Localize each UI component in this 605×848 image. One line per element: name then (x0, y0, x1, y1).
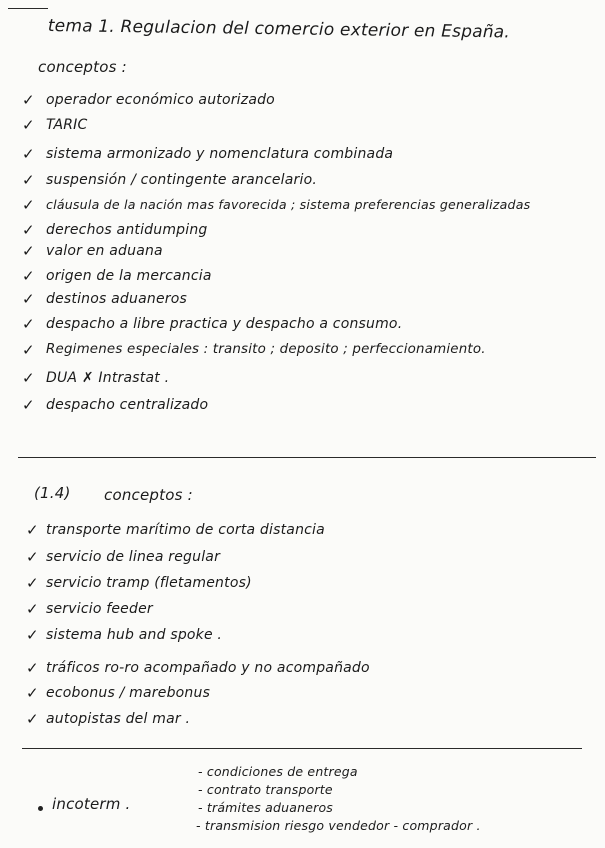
section1-heading: conceptos : (38, 58, 127, 76)
checkmark-icon: ✓ (26, 600, 39, 618)
section1-item: sistema armonizado y nomenclatura combinada (46, 146, 394, 162)
checkmark-icon: ✓ (26, 548, 39, 566)
top-margin-line (8, 8, 48, 9)
checkmark-icon: ✓ (26, 710, 39, 728)
section2-item: sistema hub and spoke . (46, 627, 223, 643)
section1-item: operador económico autorizado (46, 92, 275, 108)
checkmark-icon: ✓ (22, 290, 35, 308)
section2-item: tráficos ro-ro acompañado y no acompañado (46, 660, 370, 676)
page-title: tema 1. Regulacion del comercio exterior en España. (47, 16, 511, 43)
checkmark-icon: ✓ (22, 242, 35, 260)
checkmark-icon: ✓ (26, 626, 39, 644)
section2-item: servicio de linea regular (46, 549, 221, 565)
section1-item: valor en aduana (46, 243, 163, 259)
section1-item: cláusula de la nación mas favorecida ; sistema preferencias generalizadas (46, 197, 531, 212)
section1-item: DUA ✗ Intrastat . (46, 370, 170, 386)
checkmark-icon: ✓ (22, 171, 35, 189)
checkmark-icon: ✓ (22, 196, 35, 214)
section1-item: origen de la mercancia (46, 268, 212, 284)
incoterm-label: incoterm . (52, 795, 131, 813)
section2-label: (1.4) (34, 484, 71, 502)
section-divider-1 (18, 457, 596, 458)
section-divider-2 (22, 748, 582, 749)
checkmark-icon: ✓ (22, 315, 35, 333)
checkmark-icon: ✓ (26, 521, 39, 539)
incoterm-item: - transmision riesgo vendedor - comprador . (196, 818, 481, 833)
section2-item: servicio feeder (46, 601, 153, 617)
section2-item: servicio tramp (fletamentos) (46, 575, 252, 591)
section1-item: despacho centralizado (46, 397, 209, 413)
incoterm-item: - condiciones de entrega (198, 764, 358, 779)
incoterm-item: - trámites aduaneros (198, 800, 333, 815)
section1-item: destinos aduaneros (46, 291, 187, 307)
checkmark-icon: ✓ (22, 91, 35, 109)
section1-item: derechos antidumping (46, 222, 208, 238)
section1-item: suspensión / contingente arancelario. (46, 172, 318, 188)
checkmark-icon: ✓ (26, 659, 39, 677)
section1-item: TARIC (46, 117, 88, 133)
incoterm-bullet (38, 806, 43, 811)
checkmark-icon: ✓ (22, 116, 35, 134)
incoterm-item: - contrato transporte (198, 782, 333, 797)
section2-heading: conceptos : (104, 486, 193, 504)
section2-item: autopistas del mar . (46, 711, 191, 727)
checkmark-icon: ✓ (22, 267, 35, 285)
checkmark-icon: ✓ (22, 221, 35, 239)
checkmark-icon: ✓ (22, 396, 35, 414)
checkmark-icon: ✓ (22, 369, 35, 387)
section1-item: Regimenes especiales : transito ; deposito ; perfeccionamiento. (46, 342, 486, 357)
checkmark-icon: ✓ (22, 145, 35, 163)
checkmark-icon: ✓ (26, 684, 39, 702)
section2-item: transporte marítimo de corta distancia (46, 522, 325, 538)
checkmark-icon: ✓ (26, 574, 39, 592)
checkmark-icon: ✓ (22, 341, 35, 359)
section2-item: ecobonus / marebonus (46, 685, 211, 701)
section1-item: despacho a libre practica y despacho a consumo. (46, 316, 403, 332)
